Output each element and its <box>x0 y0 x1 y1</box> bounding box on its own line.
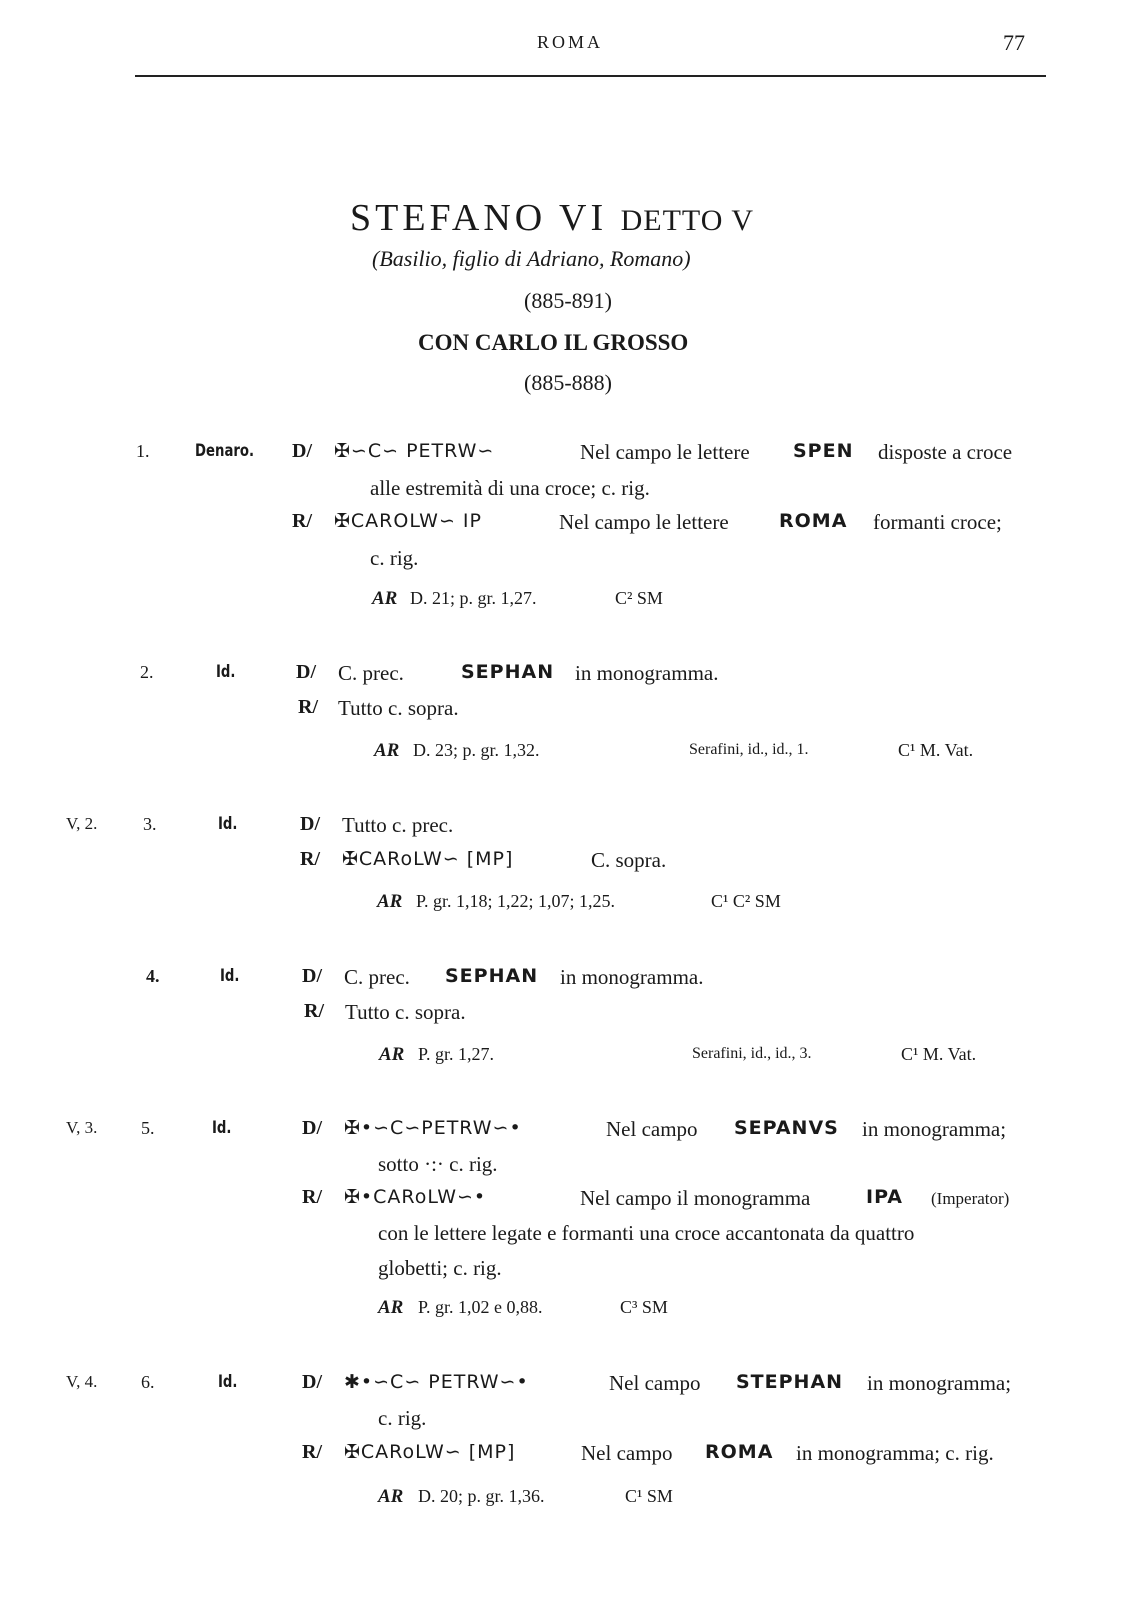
metal-mark: AR <box>374 740 400 761</box>
reverse-tail: in monogramma; c. rig. <box>796 1441 994 1465</box>
reverse-line-2: con le lettere legate e formanti una croce accantonata da quattro <box>378 1221 915 1245</box>
obverse-symbol: D/ <box>300 813 320 835</box>
obverse-key: SEPANVS <box>734 1117 839 1139</box>
entry-number: 6. <box>141 1372 155 1392</box>
obverse-line-2: alle estremità di una croce; c. rig. <box>370 476 650 500</box>
obverse-key: SEPHAN <box>445 965 539 987</box>
entry-number: 4. <box>146 966 160 986</box>
reverse-key: IPA <box>866 1186 903 1208</box>
obverse-tail: in monogramma; <box>862 1117 1007 1141</box>
metal-mark: AR <box>372 588 398 609</box>
reverse-text: Tutto c. sopra. <box>338 696 459 720</box>
entry-number: 3. <box>143 814 157 834</box>
entry-type: Denaro. <box>195 441 255 461</box>
reverse-tail: (Imperator) <box>931 1189 1010 1208</box>
reverse-legend: ✠CARoLW∽ [MP] <box>344 1441 516 1463</box>
title-suffix: DETTO V <box>620 204 754 237</box>
reverse-key: ROMA <box>779 510 848 532</box>
reverse-symbol: R/ <box>292 510 312 532</box>
measurements: P. gr. 1,02 e 0,88. <box>418 1297 543 1317</box>
title-main: STEFANO VI <box>350 197 608 239</box>
obverse-line-2: sotto ·:· c. rig. <box>378 1152 498 1176</box>
obverse-text: Nel campo le lettere <box>580 440 750 464</box>
reverse-symbol: R/ <box>302 1186 322 1208</box>
obverse-tail: disposte a croce <box>878 440 1013 464</box>
collections: C¹ C² SM <box>711 891 781 911</box>
obverse-text: Nel campo <box>606 1117 698 1141</box>
metal-mark: AR <box>379 1044 405 1065</box>
reverse-text: Nel campo il monogramma <box>580 1186 811 1210</box>
entry-type: Id. <box>216 662 236 682</box>
collections: C² SM <box>615 588 663 608</box>
obverse-legend: ✠•∽C∽PETRW∽• <box>344 1117 522 1139</box>
page-title <box>350 196 754 240</box>
reverse-symbol: R/ <box>298 696 318 718</box>
entry-type: Id. <box>220 966 240 986</box>
obverse-text: Tutto c. prec. <box>342 813 454 837</box>
entry-type: Id. <box>212 1118 232 1138</box>
collections: C¹ SM <box>625 1486 673 1506</box>
obverse-text: C. prec. <box>338 661 404 685</box>
measurements: D. 21; p. gr. 1,27. <box>410 588 537 608</box>
obverse-line-2: c. rig. <box>378 1406 427 1430</box>
reverse-text: Tutto c. sopra. <box>345 1000 466 1024</box>
subtitle: (Basilio, figlio di Adriano, Romano) <box>372 246 691 271</box>
reverse-line-2: c. rig. <box>370 546 419 570</box>
reign-years: (885-891) <box>524 288 612 313</box>
obverse-symbol: D/ <box>296 661 316 683</box>
reverse-tail: formanti croce; <box>873 510 1002 534</box>
reverse-symbol: R/ <box>304 1000 324 1022</box>
reverse-legend: ✠CARoLW∽ [MP] <box>342 848 514 870</box>
metal-mark: AR <box>377 891 403 912</box>
reverse-text: Nel campo le lettere <box>559 510 729 534</box>
obverse-symbol: D/ <box>292 440 312 462</box>
obverse-tail: in monogramma; <box>867 1371 1012 1395</box>
obverse-key: SEPHAN <box>461 661 555 683</box>
volume-reference: V, 2. <box>66 814 98 833</box>
metal-mark: AR <box>378 1297 404 1318</box>
header-rule <box>135 75 1046 77</box>
reverse-legend: ✠•CARoLW∽• <box>344 1186 487 1208</box>
obverse-legend: ✠∽C∽ PETRW∽ <box>334 440 495 462</box>
collections: C¹ M. Vat. <box>901 1044 977 1064</box>
co-ruler-years: (885-888) <box>524 370 612 395</box>
obverse-key: SPEN <box>793 440 854 462</box>
co-ruler: CON CARLO IL GROSSO <box>418 330 689 355</box>
metal-mark: AR <box>378 1486 404 1507</box>
entry-number: 5. <box>141 1118 155 1138</box>
reverse-text: C. sopra. <box>591 848 667 872</box>
obverse-symbol: D/ <box>302 1117 322 1139</box>
entry-number: 1. <box>136 441 150 461</box>
obverse-symbol: D/ <box>302 1371 322 1393</box>
obverse-tail: in monogramma. <box>560 965 704 989</box>
reverse-text: Nel campo <box>581 1441 673 1465</box>
source-reference: Serafini, id., id., 1. <box>689 741 809 758</box>
obverse-key: STEPHAN <box>736 1371 844 1393</box>
entry-type: Id. <box>218 814 238 834</box>
measurements: P. gr. 1,18; 1,22; 1,07; 1,25. <box>416 891 616 911</box>
reverse-legend: ✠CAROLW∽ IP <box>334 510 482 532</box>
volume-reference: V, 4. <box>66 1372 98 1391</box>
obverse-symbol: D/ <box>302 965 322 987</box>
measurements: P. gr. 1,27. <box>418 1044 495 1064</box>
obverse-text: C. prec. <box>344 965 410 989</box>
reverse-symbol: R/ <box>302 1441 322 1463</box>
source-reference: Serafini, id., id., 3. <box>692 1045 812 1062</box>
obverse-text: Nel campo <box>609 1371 701 1395</box>
obverse-tail: in monogramma. <box>575 661 719 685</box>
collections: C¹ M. Vat. <box>898 740 974 760</box>
reverse-key: ROMA <box>705 1441 774 1463</box>
volume-reference: V, 3. <box>66 1118 98 1137</box>
entry-number: 2. <box>140 662 154 682</box>
collections: C³ SM <box>620 1297 668 1317</box>
entry-type: Id. <box>218 1372 238 1392</box>
reverse-line-3: globetti; c. rig. <box>378 1256 502 1280</box>
reverse-symbol: R/ <box>300 848 320 870</box>
measurements: D. 23; p. gr. 1,32. <box>413 740 540 760</box>
page-number: 77 <box>1003 30 1025 55</box>
running-title: ROMA <box>537 32 604 52</box>
obverse-legend: ✱•∽C∽ PETRW∽• <box>344 1371 529 1393</box>
measurements: D. 20; p. gr. 1,36. <box>418 1486 545 1506</box>
